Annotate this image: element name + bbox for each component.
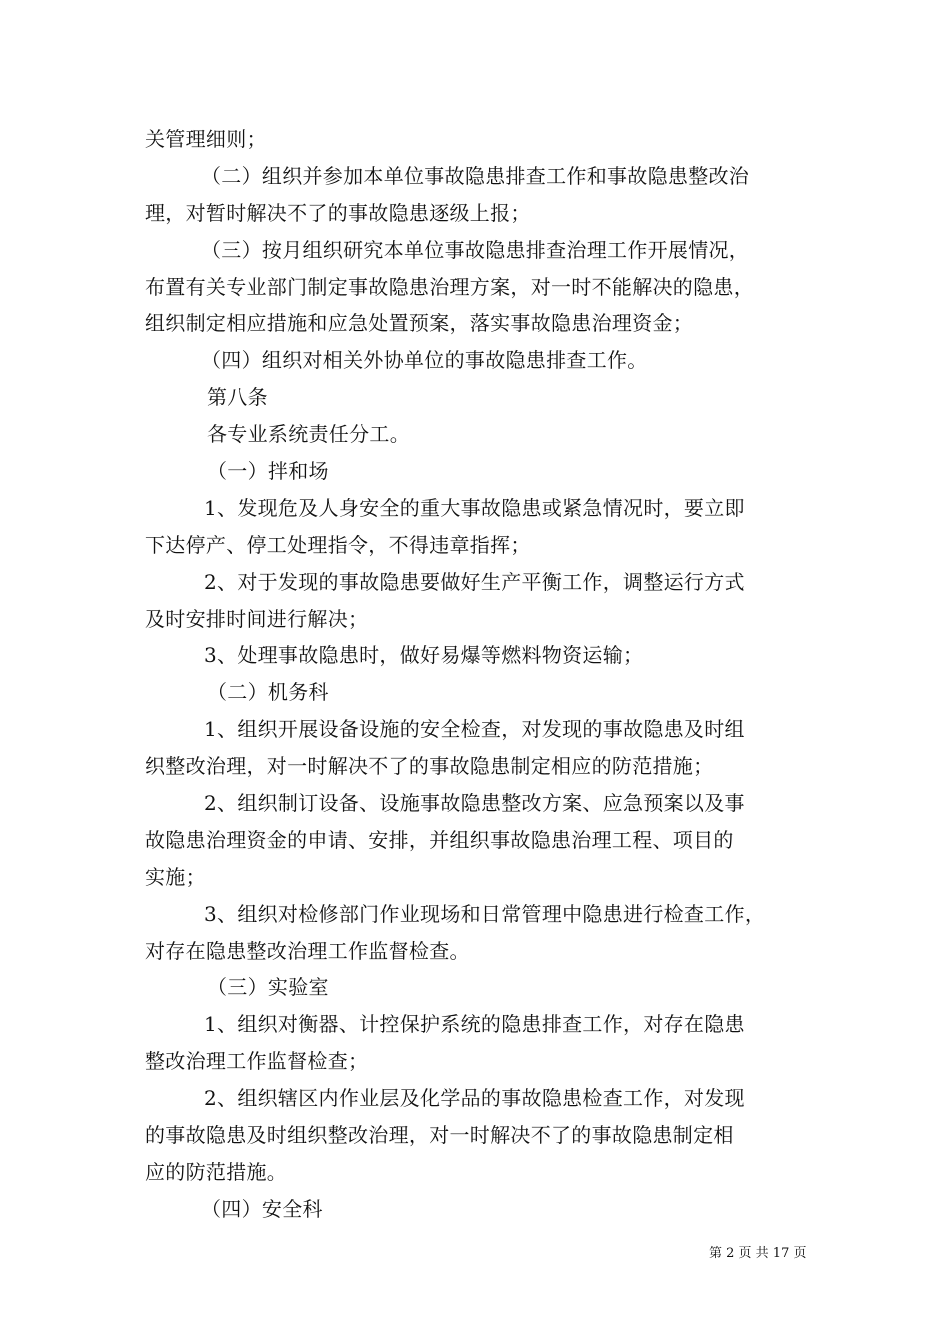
body-line: 2、组织辖区内作业层及化学品的事故隐患检查工作，对发现	[204, 1086, 745, 1111]
body-line: 2、组织制订设备、设施事故隐患整改方案、应急预案以及事	[204, 791, 745, 816]
body-line: （三）按月组织研究本单位事故隐患排查治理工作开展情况，	[201, 237, 750, 262]
body-line: 3、处理事故隐患时，做好易爆等燃料物资运输；	[204, 643, 644, 668]
body-line: 下达停产、停工处理指令，不得违章指挥；	[145, 532, 531, 557]
body-line: 实施；	[145, 864, 206, 889]
body-line: 织整改治理，对一时解决不了的事故隐患制定相应的防范措施；	[145, 754, 714, 779]
body-line: 关管理细则；	[145, 127, 267, 151]
body-line: （一）拌和场	[207, 459, 329, 484]
body-line: （三）实验室	[207, 975, 329, 1000]
page-footer: 第 2 页 共 17 页	[709, 1246, 807, 1261]
body-line: 3、组织对检修部门作业现场和日常管理中隐患进行检查工作，	[204, 901, 766, 926]
body-line: 2、对于发现的事故隐患要做好生产平衡工作，调整运行方式	[204, 569, 745, 594]
body-line: 第八条	[207, 385, 268, 410]
body-line: 故隐患治理资金的申请、安排，并组织事故隐患治理工程、项目的	[145, 827, 734, 852]
body-line: 1、发现危及人身安全的重大事故隐患或紧急情况时，要立即	[204, 495, 745, 520]
body-line: （四）组织对相关外协单位的事故隐患排查工作。	[201, 348, 648, 373]
body-line: （二）组织并参加本单位事故隐患排查工作和事故隐患整改治	[201, 163, 750, 188]
body-line: 1、组织对衡器、计控保护系统的隐患排查工作，对存在隐患	[204, 1012, 745, 1037]
body-line: （四）安全科	[201, 1196, 323, 1221]
body-line: （二）机务科	[207, 680, 329, 705]
body-line: 组织制定相应措施和应急处置预案，落实事故隐患治理资金；	[145, 311, 694, 336]
body-line: 各专业系统责任分工。	[207, 422, 410, 447]
body-line: 的事故隐患及时组织整改治理，对一时解决不了的事故隐患制定相	[145, 1123, 734, 1148]
body-line: 应的防范措施。	[145, 1159, 288, 1184]
document-body	[145, 121, 825, 1228]
body-line: 1、组织开展设备设施的安全检查，对发现的事故隐患及时组	[204, 717, 745, 742]
body-line: 整改治理工作监督检查；	[145, 1049, 369, 1074]
body-line: 对存在隐患整改治理工作监督检查。	[145, 938, 470, 963]
body-line: 理，对暂时解决不了的事故隐患逐级上报；	[145, 200, 531, 225]
body-line: 及时安排时间进行解决；	[145, 606, 369, 631]
body-line: 布置有关专业部门制定事故隐患治理方案，对一时不能解决的隐患，	[145, 274, 754, 299]
